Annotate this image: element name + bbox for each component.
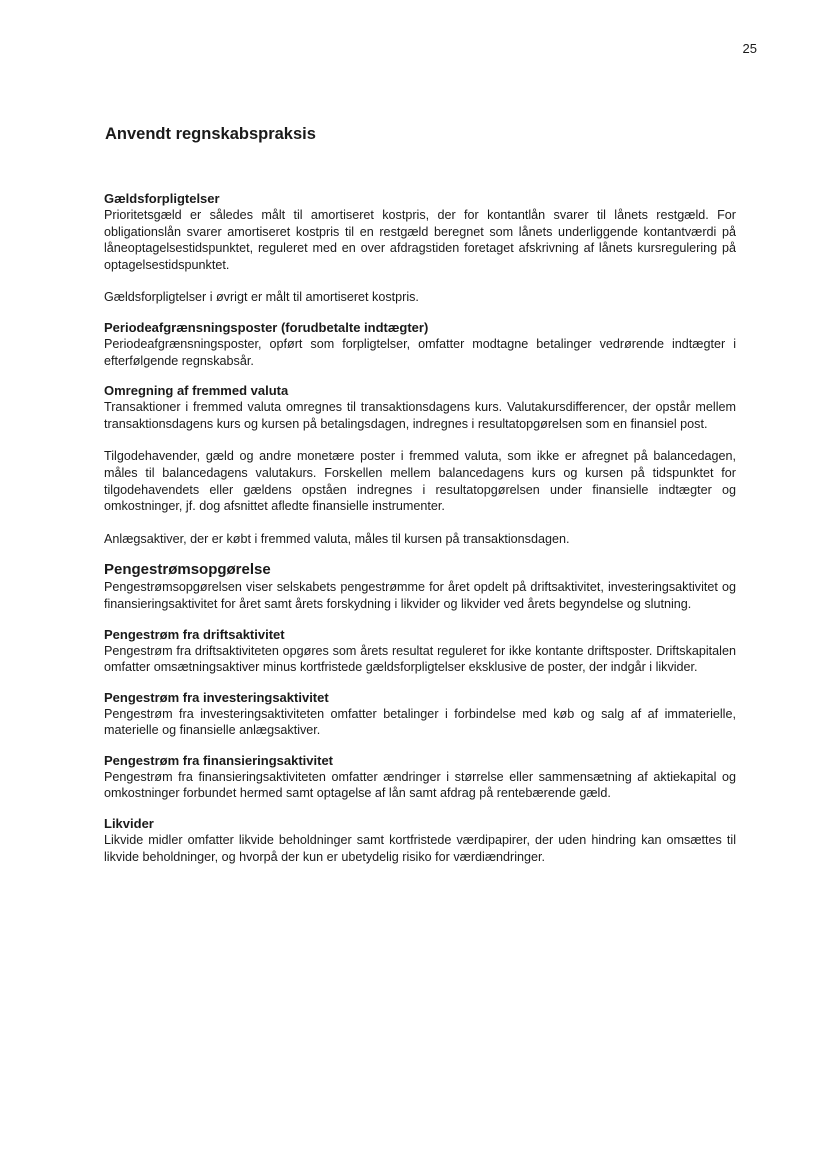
paragraph: Periodeafgrænsningsposter, opført som forpligtelser, omfatter modtagne betalinger vedrørende indtægter i efterfølgende regnskabsår. bbox=[104, 336, 736, 368]
paragraph: Pengestrøm fra investeringsaktiviteten omfatter betalinger i forbindelse med køb og salg af af immaterielle, materielle og finansielle anlægsaktiver. bbox=[104, 706, 736, 738]
section-heading-finansieringsaktivitet: Pengestrøm fra finansieringsaktivitet bbox=[104, 752, 334, 768]
section-heading-omregning-valuta: Omregning af fremmed valuta bbox=[104, 383, 289, 399]
page-title: Anvendt regnskabspraksis bbox=[105, 125, 316, 143]
paragraph: Likvide midler omfatter likvide beholdninger samt kortfristede værdipapirer, der uden hindring kan omsættes til likvide beholdninger, og hvorpå der kun er ubetydelig risiko for værdiændringer. bbox=[104, 833, 736, 864]
paragraph: Pengestrøm fra driftsaktiviteten opgøres som årets resultat reguleret for ikke kontante driftsposter. Driftskapitalen omfatter omsætningsaktiver minus kortfristede gældsforpligtelser eksklusive de poster, der indgår i likvider. bbox=[104, 643, 736, 675]
paragraph: Prioritetsgæld er således målt til amortiseret kostpris, der for kontantlån svarer til lånets restgæld. For obligationslån svarer amortiseret kostpris til en restgæld beregnet som lånets underliggende kontantværdi på låneoptagelsestidspunktet, reguleret med en over afdragstiden foretaget afskrivning af lånets kursregulering på optagelsestidspunktet. bbox=[104, 208, 736, 272]
paragraph: Gældsforpligtelser i øvrigt er målt til amortiseret kostpris. bbox=[104, 290, 419, 305]
section-heading-investeringsaktivitet: Pengestrøm fra investeringsaktivitet bbox=[104, 689, 329, 705]
paragraph: Transaktioner i fremmed valuta omregnes til transaktionsdagens kurs. Valutakursdifferencer, der opstår mellem transaktionsdagens kurs og kursen på betalingsdagen, indregnes i resultatopgørelsen som en finansiel post. bbox=[104, 400, 736, 431]
paragraph: Pengestrøm fra finansieringsaktiviteten omfatter ændringer i størrelse eller sammensætning af aktiekapital og omkostninger forbundet hermed samt optagelse af lån samt afdrag på rentebærende gæld. bbox=[104, 769, 736, 801]
section-heading-likvider: Likvider bbox=[104, 816, 154, 832]
paragraph: Pengestrømsopgørelsen viser selskabets pengestrømme for året opdelt på driftsaktivitet, investeringsaktivitet og finansieringsaktivitet for året samt årets forskydning i likvider og likvider ved årets begyndelse og slutning. bbox=[104, 580, 736, 611]
section-heading-gaeldsforpligtelser: Gældsforpligtelser bbox=[104, 191, 220, 206]
section-heading-driftsaktivitet: Pengestrøm fra driftsaktivitet bbox=[104, 626, 285, 642]
paragraph: Anlægsaktiver, der er købt i fremmed valuta, måles til kursen på transaktionsdagen. bbox=[104, 531, 570, 546]
section-heading-pengestromsopgorelse: Pengestrømsopgørelse bbox=[104, 561, 271, 579]
page-number: 25 bbox=[742, 41, 757, 56]
section-heading-periodeafgraensningsposter: Periodeafgrænsningsposter (forudbetalte indtægter) bbox=[104, 319, 429, 335]
document-body bbox=[104, 190, 736, 865]
paragraph: Tilgodehavender, gæld og andre monetære poster i fremmed valuta, som ikke er afregnet på balancedagen, måles til balancedagens valutakurs. Forskellen mellem balancedagens kurs og kursen på tidspunktet for tilgodehavendets eller gældens opståen indregnes i resultatopgørelsen under finansielle indtægter og omkostninger, jf. dog afsnittet afledte finansielle instrumenter. bbox=[104, 449, 736, 514]
